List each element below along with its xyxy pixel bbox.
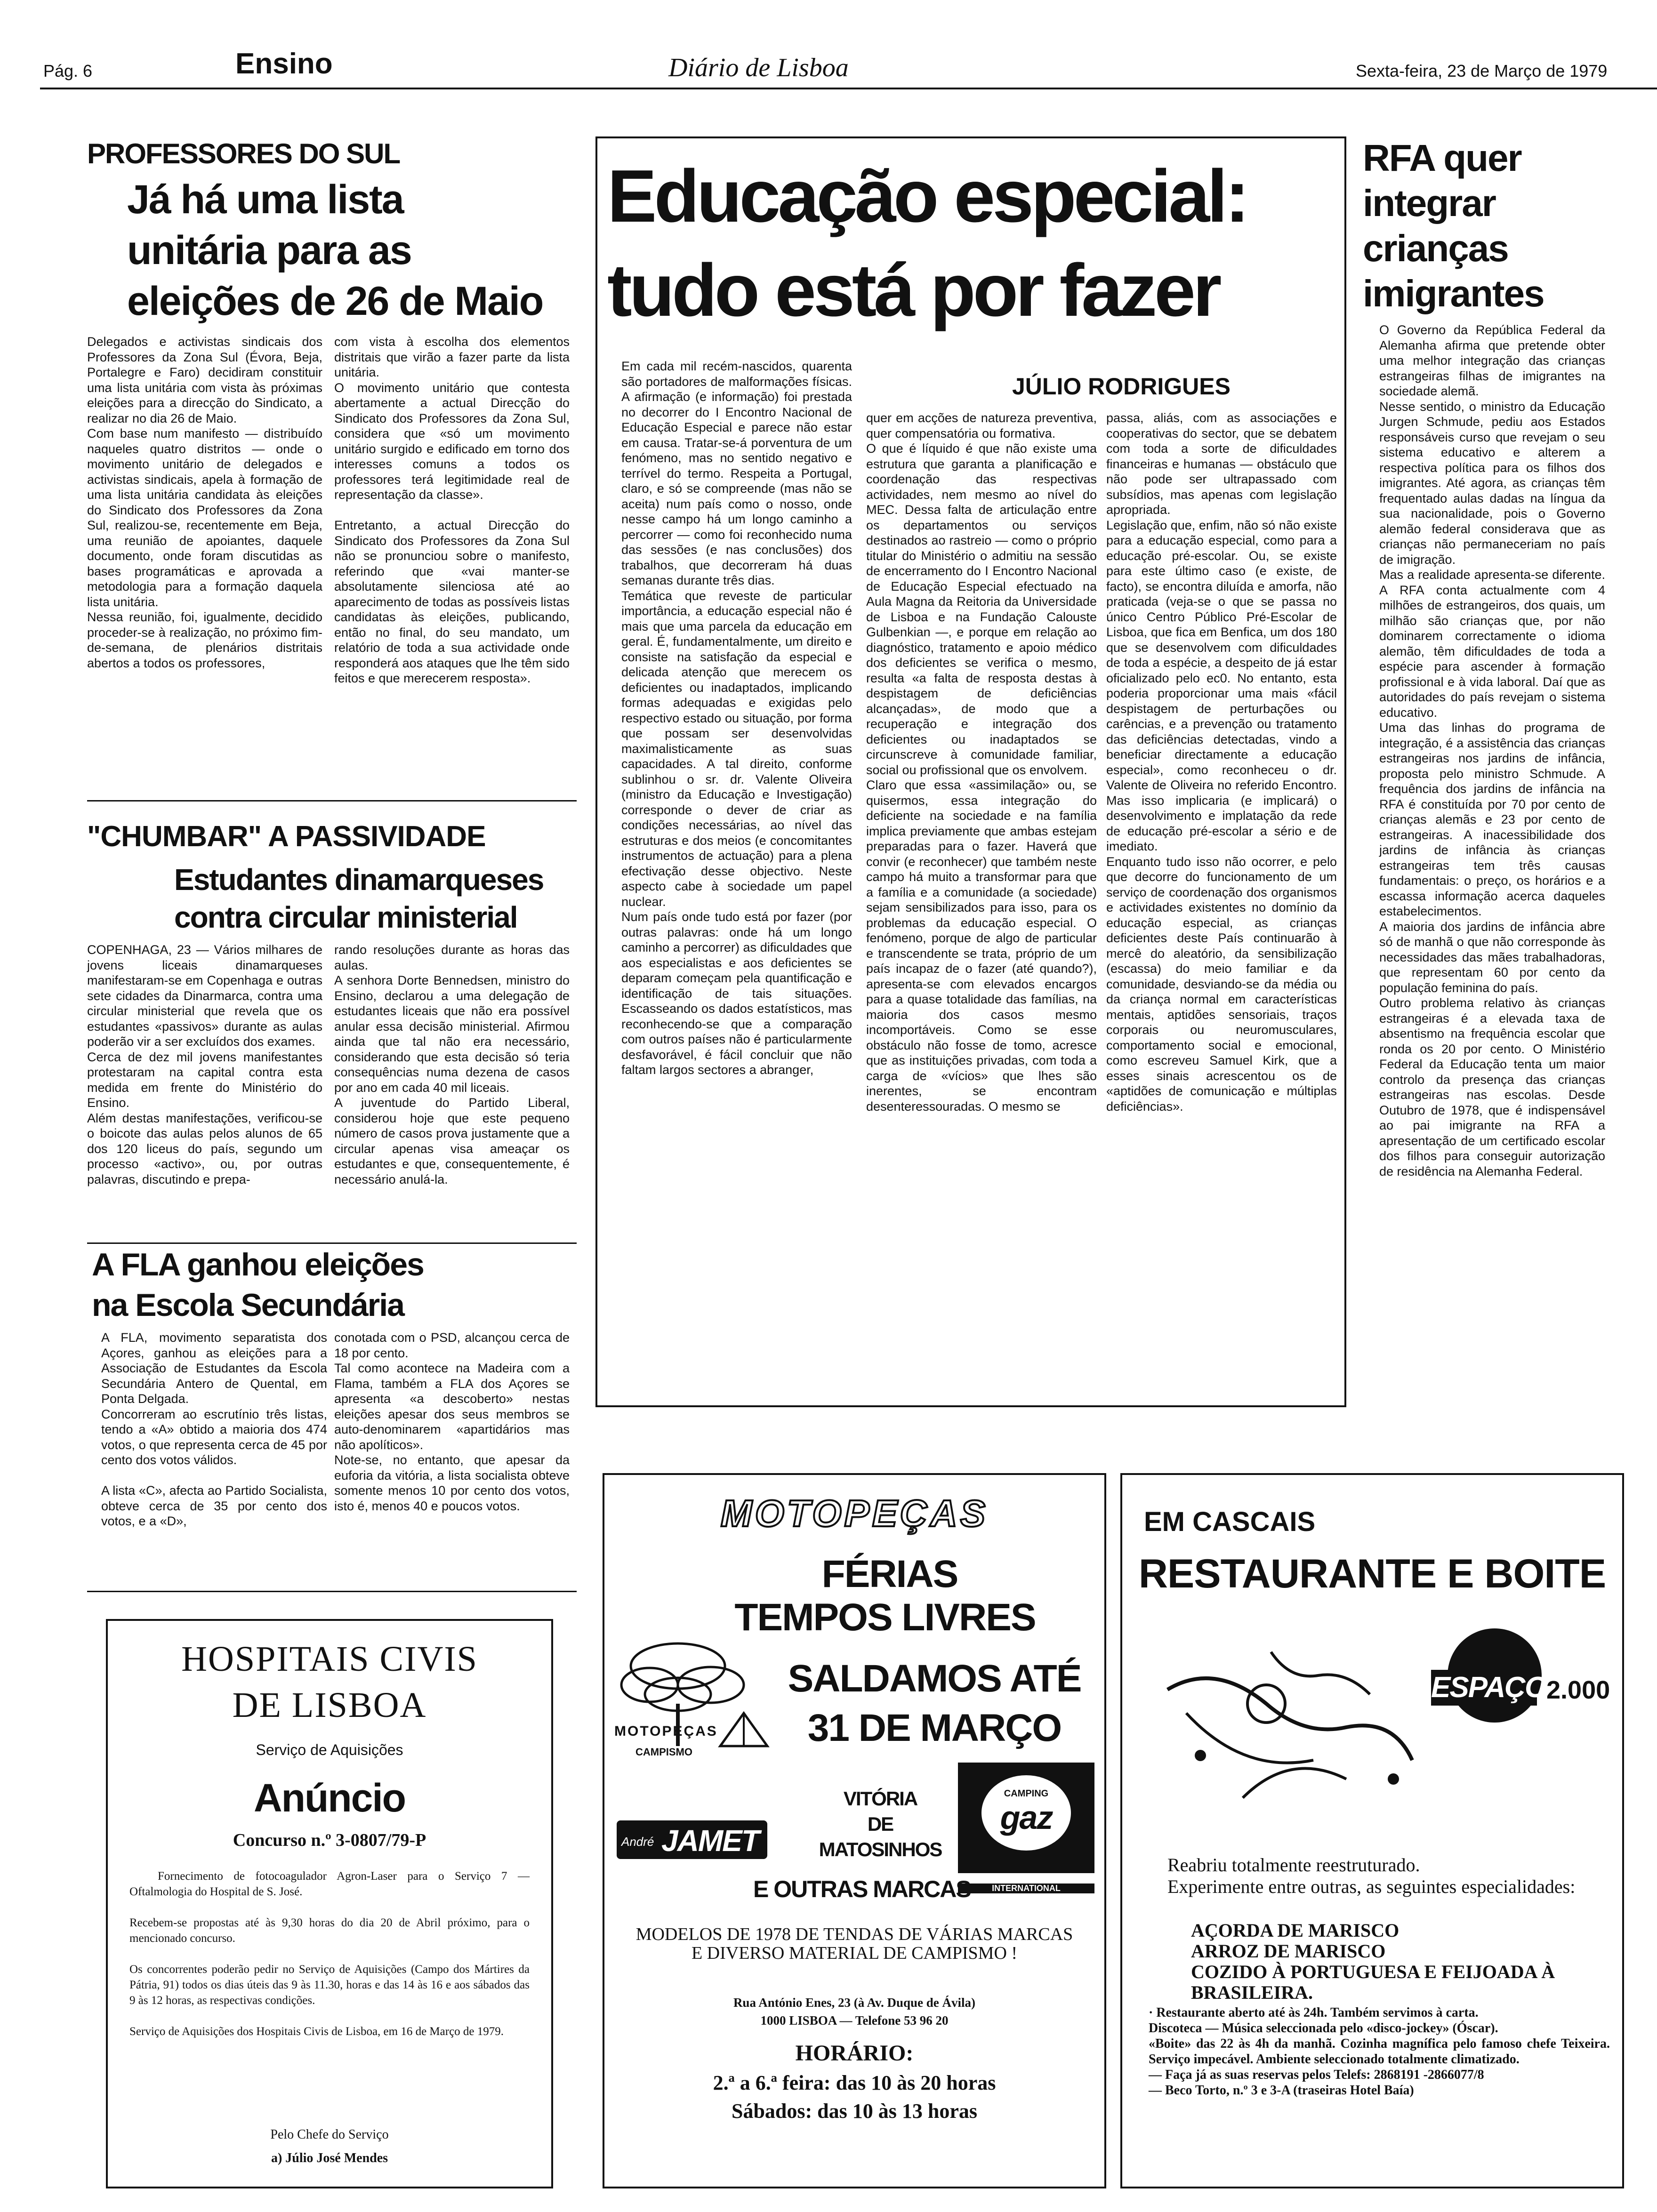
ad-motopecas-headline4: 31 DE MARÇO	[807, 1707, 1062, 1749]
ad-cascais-info: · Restaurante aberto até às 24h. Também servimos à carta. Discoteca — Música seleccionada pelo «disco-jockey» (Óscar). «Boite» das 22 às 4h da manhã. Cozinha magnífica pelo famoso chefe Teixeira. Serviço impecável. Ambiente seleccionado totalmente climatizado. — Faça já as suas reservas pelos Telefs: 2868191 -2866077/8 — Beco Torto, n.º 3 e 3-A (traseiras Hotel Baía)	[1149, 2005, 1610, 2098]
article4-col1: Em cada mil recém-nascidos, quarenta são portadores de malformações físicas. A afirmação (e informação) foi prestada no decorrer do I Encontro Nacional de Educação Especial e parece não estar em causa. Tratar-se-á porventura de um fenómeno, mas no sentido negativo e terrível do termo. Respeita a Portugal, claro, e só se compreende (mas não se aceita) num país como o nosso, onde nesse campo há um longo caminho a percorrer — como foi reconhecido numa das sessões (e nas conclusões) dos trabalhos, que decorreram há duas semanas durante três dias. Temática que reveste de particular importância, a educação especial não é mais que uma parcela da educação em geral. É, fundamentalmente, um direito e consiste na satisfação da especial e delicada atenção que merecem os deficientes ou inadaptados, implicando formas adequadas e exigidas pelo respectivo estado ou situação, por forma que possam ser desenvolvidas maximalisticamente as suas capacidades. A tal direito, conforme sublinhou o sr. dr. Valente Oliveira (ministro da Educação e Investigação) corresponde o dever de criar as condições necessárias, ao nível das estruturas e dos meios (e concomitantes instrumentos de actuação) para a plena efectivação desse objectivo. Neste aspecto cabe à sociedade um papel nuclear. Num país onde tudo está por fazer (por outras palavras: onde há um longo caminho a percorrer) as dificuldades que aos especialistas e aos deficientes se deparam começam pela quantificação e identificação de tais situações. Escasseando os dados estatísticos, mas reconhecendo-se que a comparação com outros países não é particularmente desfavorável, é fácil concluir que não faltam largos sectores a abranger,	[621, 359, 852, 1077]
dish-item: COZIDO À PORTUGUESA E FEIJOADA À BRASILEIRA.	[1191, 1961, 1555, 2003]
newspaper-name: Diário de Lisboa	[668, 53, 849, 82]
masthead-rule	[40, 88, 1657, 89]
ad-cascais-intro: Reabriu totalmente reestruturado. Experimente entre outras, as seguintes especialidades:	[1167, 1854, 1576, 1897]
dancer-illustration-icon	[1149, 1619, 1601, 1826]
dish-item: AÇORDA DE MARISCO	[1191, 1920, 1400, 1941]
article4-byline: JÚLIO RODRIGUES	[1012, 373, 1231, 400]
ad-hospitais-concurso: Concurso n.º 3-0807/79-P	[233, 1830, 426, 1850]
ad-motopecas-address1: Rua António Enes, 23 (à Av. Duque de Ávila)	[733, 1996, 976, 2010]
ad-motopecas-headline2: TEMPOS LIVRES	[734, 1596, 1036, 1639]
ad-cascais-kicker: EM CASCAIS	[1144, 1507, 1316, 1537]
ad-motopecas-vitoria2: DE	[867, 1813, 893, 1835]
article3-col2: conotada com o PSD, alcançou cerca de 18 por cento. Tal como acontece na Madeira com a Flama, também a FLA dos Açores se apresenta «a descoberto» nestas eleições apesar dos seus membros se auto-denominarem «apartidários mas não apolíticos». Note-se, no entanto, que apesar da euforia da vitória, a lista socialista obteve somente menos 10 por cento dos votos, isto é, menos 40 e poucos votos.	[334, 1330, 570, 1513]
article2-headline-line2: contra circular ministerial	[174, 900, 517, 934]
ad-motopecas-horario2: Sábados: das 10 às 13 horas	[731, 2100, 978, 2123]
article1-kicker: PROFESSORES DO SUL	[87, 138, 400, 169]
article4-headline-line2: tudo está por fazer	[607, 249, 1219, 332]
ad-hospitais-signature: a) Júlio José Mendes	[271, 2151, 388, 2165]
ad-cascais-logo: ESPAÇO	[1431, 1671, 1547, 1704]
article2-col2: rando resoluções durante as horas das aulas. A senhora Dorte Bennedsen, ministro do Ensino, declarou a uma delegação de estudantes liceais que não era possível anular essa decisão ministerial. Afirmou ainda que tal não era necessário, considerando que esta decisão só teria consequências numa dezena de casos por ano em cada 40 mil liceais. A juventude do Partido Liberal, considerou hoje que este pequeno número de casos prova justamente que a circular apenas visa ameaçar os estudantes e que, consequentemente, é necessário anulá-la.	[334, 943, 570, 1186]
article3-headline-line1: A FLA ganhou eleições	[92, 1247, 424, 1282]
ad-hospitais-title-line1: HOSPITAIS CIVIS	[181, 1639, 478, 1679]
ad-motopecas-vitoria3: MATOSINHOS	[819, 1838, 942, 1860]
ad-motopecas-vitoria1: VITÓRIA	[843, 1787, 917, 1810]
article2-kicker: "CHUMBAR" A PASSIVIDADE	[87, 820, 486, 853]
ad-motopecas-logo-sub: CAMPISMO	[635, 1746, 692, 1758]
campingaz-bottom-text: INTERNATIONAL	[958, 1883, 1094, 1893]
ad-motopecas-horario1: 2.ª a 6.ª feira: das 10 às 20 horas	[713, 2071, 996, 2094]
divider	[87, 1242, 577, 1244]
article3-col1: A FLA, movimento separatista dos Açores, ganhou as eleições para a Associação de Estudantes da Escola Secundária Antero de Quental, em Ponta Delgada. Concorreram ao escrutínio três listas, tendo a «A» obtido a maioria dos 474 votos, o que representa cerca de 45 por cento dos votos válidos. A lista «C», afecta ao Partido Socialista, obteve cerca de 35 por cento dos votos, e a «D»,	[101, 1330, 327, 1528]
ad-motopecas-headline3: SALDAMOS ATÉ	[788, 1657, 1081, 1700]
ad-cascais-headline: RESTAURANTE E BOITE	[1138, 1551, 1606, 1596]
divider	[87, 1591, 577, 1592]
article3-headline-line2: na Escola Secundária	[92, 1287, 404, 1323]
issue-date: Sexta-feira, 23 de Março de 1979	[1356, 61, 1608, 80]
article2-col1: COPENHAGA, 23 — Vários milhares de jovens liceais dinamarqueses manifestaram-se em Copenhaga e outras sete cidades da Dinarmarca, contra uma circular ministerial que revela que os estudantes «passivos» durante as aulas poderão vir a ser excluídos dos exames. Cerca de dez mil jovens manifestantes protestaram na capital contra esta medida em frente do Ministério do Ensino. Além destas manifestações, verificou-se o boicote das aulas pelos alunos de 65 dos 120 liceus do país, segundo um processo «activo», ou, por outras palavras, discutindo e prepa-	[87, 943, 322, 1186]
divider	[87, 800, 577, 801]
tree-logo-icon	[612, 1633, 781, 1760]
article5-headline: RFA quer integrar crianças imigrantes	[1363, 137, 1544, 314]
article5-body: O Governo da República Federal da Alemanha afirma que pretende obter uma melhor integração das crianças estrangeiras filhas de imigrantes na sociedade alemã. Nesse sentido, o ministro da Educação Jurgen Schmude, pediu aos Estados responsáveis curso que revejam o seu sistema educativo e alterem a respectiva política para os filhos dos imigrantes. Até agora, as crianças têm frequentado aulas dadas na língua da sua nacionalidade, pois o Governo alemão federal considerava que as crianças não permaneceriam no país de imigração. Mas a realidade apresenta-se diferente. A RFA conta actualmente com 4 milhões de estrangeiros, dos quais, um milhão são crianças que, por não dominarem correctamente o idioma alemão, têm dificuldades de toda a espécie para ascender à formação profissional e à vida laboral. Daí que as autoridades do país revejam o sistema educativo. Uma das linhas do programa de integração, é a assistência das crianças estrangeiras nos jardins de infância, proposta pelo ministro Schmude. A frequência dos jardins de infância na RFA é constituída por 70 por cento de crianças alemãs e 23 por cento de estrangeiras. A inacessibilidade dos jardins de infância às crianças estrangeiras tem três causas fundamentais: o preço, os horários e a escassa informação acerca daqueles estabelecimentos. A maioria dos jardins de infância abre só de manhã o que não corresponde às necessidades das mães trabalhadoras, que representam 60 por cento da população feminina do país. Outro problema relativo às crianças estrangeiras é a elevada taxa de absentismo na frequência escolar que ronda os 20 por cento. O Ministério Federal da Educação tenta um maior controlo da presença das crianças estrangeiras nas escolas. Desde Outubro de 1978, que é indispensável ao pai imigrante na RFA a apresentação de um certificado escolar dos filhos para conseguir autorização de residência na Alemanha Federal.	[1379, 323, 1605, 1178]
article1-headline: Já há uma lista unitária para as eleições de 26 de Maio	[127, 177, 543, 324]
ad-motopecas-modelos: MODELOS DE 1978 DE TENDAS DE VÁRIAS MARCAS E DIVERSO MATERIAL DE CAMPISMO !	[635, 1924, 1073, 1963]
ad-hospitais-signoff: Pelo Chefe do Serviço	[270, 2127, 389, 2142]
ad-hospitais-title-line2: DE LISBOA	[232, 1685, 427, 1725]
dish-item: ARROZ DE MARISCO	[1191, 1940, 1386, 1962]
article4-headline-line1: Educação especial:	[607, 155, 1247, 238]
article2-headline-line1: Estudantes dinamarqueses	[174, 863, 544, 897]
article4-col3: passa, aliás, com as associações e cooperativas do sector, que se debatem com toda a sorte de dificuldades financeiras e humanas — obstáculo que não pode ser ultrapassado com subsídios, mas apenas com legislação apropriada. Legislação que, enfim, não só não existe para a educação especial, como para a educação pré-escolar. Ou, se existe para este último caso (e existe, de facto), se encontra diluída e amorfa, não praticada (veja-se o que se passa no único Centro Público Pré-Escolar de Lisboa, que fica em Benfica, um dos 180 que se desenvolvem com dificuldades de toda a espécie, a despeito de já estar oficializado pelo ec0. No entanto, esta poderia proporcionar uma mais «fácil despistagem de perturbações ou carências, e a prevenção ou tratamento das deficiências detectadas, vindo a beneficiar directamente a educação especial», como reconheceu o dr. Valente de Oliveira no referido Encontro. Mas isso implicaria (e implicará) o desenvolvimento e implatação da rede de educação pré-escolar a sério e de imediato. Enquanto tudo isso não ocorrer, e pelo que decorre do funcionamento de um serviço de coordenação dos organismos e actividades existentes no domínio da educação especial, as crianças deficientes deste País continuarão à mercê do aleatório, da sensibilização (escassa) do meio familiar e da comunidade, desviando-se da média ou da criança normal em características mentais, aptidões sensoriais, traços corporais ou neuromusculares, comportamento social e emocional, como escreveu Samuel Kirk, que a esses sinais acrescentou os de «aptidões de comunicação e múltiplas deficiências».	[1106, 411, 1337, 1114]
campingaz-text: gaz	[1000, 1799, 1053, 1836]
jamet-logo-small: André	[621, 1835, 654, 1849]
article1-col1: Delegados e activistas sindicais dos Professores da Zona Sul (Évora, Beja, Portalegre e Faro) decidiram constituir uma lista unitária com vista às próximas eleições para a direcção do Sindicato, a realizar no dia 26 de Maio. Com base num manifesto — distribuído naqueles quatro distritos — onde o movimento unitário de delegados e activistas sindicais, apela à formação de uma lista unitária candidata às eleições do Sindicato dos Professores da Zona Sul, realizou-se, recentemente em Beja, uma reunião de apoiantes, daquele documento, onde foram discutidas as bases programáticas e aprovada a metodologia para a formação daquela lista unitária. Nessa reunião, foi, igualmente, decidido proceder-se à realização, no próximo fim-de-semana, de plenários distritais abertos a todos os professores,	[87, 335, 322, 670]
ad-motopecas-logo-text: MOTOPEÇAS	[614, 1723, 718, 1739]
jamet-logo-text: JAMET	[661, 1824, 759, 1858]
section-title: Ensino	[235, 48, 333, 80]
ad-hospitais-subtitle: Serviço de Aquisições	[256, 1741, 403, 1758]
ad-motopecas-brand: MOTOPEÇAS	[720, 1492, 989, 1534]
ad-hospitais-body: Fornecimento de fotocoagulador Agron-Laser para o Serviço 7 — Oftalmologia do Hospital de S. José. Recebem-se propostas até às 9,30 horas do dia 20 de Abril próximo, para o mencionado concurso. Os concorrentes poderão pedir no Serviço de Aquisições (Campo dos Mártires da Pátria, 91) todos os dias úteis das 9 às 11.30, horas e das 14 às 16 e aos sábados das 9 às 12 horas, as respectivas condições. Serviço de Aquisições dos Hospitais Civis de Lisboa, em 16 de Março de 1979.	[129, 1870, 530, 2038]
ad-motopecas-horario-title: HORÁRIO:	[795, 2041, 914, 2066]
ad-motopecas-address2: 1000 LISBOA — Telefone 53 96 20	[760, 2013, 949, 2028]
article4-col2: quer em acções de natureza preventiva, quer compensatória ou formativa. O que é líquido é que não existe uma estrutura que garanta a planificação e coordenação das respectivas actividades, nem mesmo ao nível do MEC. Dessa falta de articulação entre os departamentos ou serviços destinados ao rastreio — como o próprio titular do Ministério o admitiu na sessão de encerramento do I Encontro Nacional de Educação Especial efectuado na Aula Magna da Reitoria da Universidade de Lisboa e na Fundação Calouste Gulbenkian —, e porque em relação ao diagnóstico, tratamento e apoio médico dos deficientes se verifica o mesmo, resulta «a falta de resposta destas à despistagem de deficiências alcançadas», de modo que a recuperação e integração dos deficientes ou inadaptados se circunscreve à comunidade familiar, social ou profissional que os envolvem. Claro que essa «assimilação» ou, se quisermos, essa integração do deficiente na sociedade e na família implica previamente que ambas estejam preparadas para o fazer. Haverá que convir (e reconhecer) que também neste campo há muito a transformar para que a família e a comunidade (a sociedade) sejam sensibilizados para isso, para os problemas da educação especial. O fenómeno, porque de algo de particular e transcendente se trata, próprio de um país incapaz de o fazer (até quando?), apresenta-se com elevados encargos para a quase totalidade das famílias, na maioria dos casos mesmo incomportáveis. Como se esse obstáculo não fosse de tomo, acresce que as instituições privadas, com toda a carga de «vícios» que lhes são inerentes, se encontram desenteressouradas. O mesmo se	[866, 411, 1097, 1114]
ad-cascais-logo-number: 2.000	[1546, 1676, 1610, 1704]
ad-hospitais-heading: Anúncio	[254, 1776, 405, 1820]
ad-cascais-dishes	[1191, 1920, 1605, 2003]
article1-col2: com vista à escolha dos elementos distritais que virão a fazer parte da lista unitária. O movimento unitário que contesta abertamente a actual Direcção do Sindicato dos Professores da Zona Sul, considera que «só um movimento unitário surgido e edificado em torno dos interesses comuns a todos os professores terá legitimidade real de representação da classe». Entretanto, a actual Direcção do Sindicato dos Professores da Zona Sul não se pronunciou sobre o manifesto, referindo que «vai manter-se absolutamente silenciosa até ao aparecimento de todas as possíveis listas candidatas às eleições, publicando, então no final, do seu mandato, um relatório de toda a sua actividade onde responderá aos ataques que lhe têm sido feitos e que merecerem resposta».	[334, 335, 570, 685]
ad-motopecas-headline1: FÉRIAS	[821, 1553, 958, 1595]
campingaz-top-text: CAMPING	[1004, 1788, 1049, 1799]
ad-motopecas-outras-marcas: E OUTRAS MARCAS	[753, 1876, 971, 1902]
page-number: Pág. 6	[43, 61, 93, 80]
